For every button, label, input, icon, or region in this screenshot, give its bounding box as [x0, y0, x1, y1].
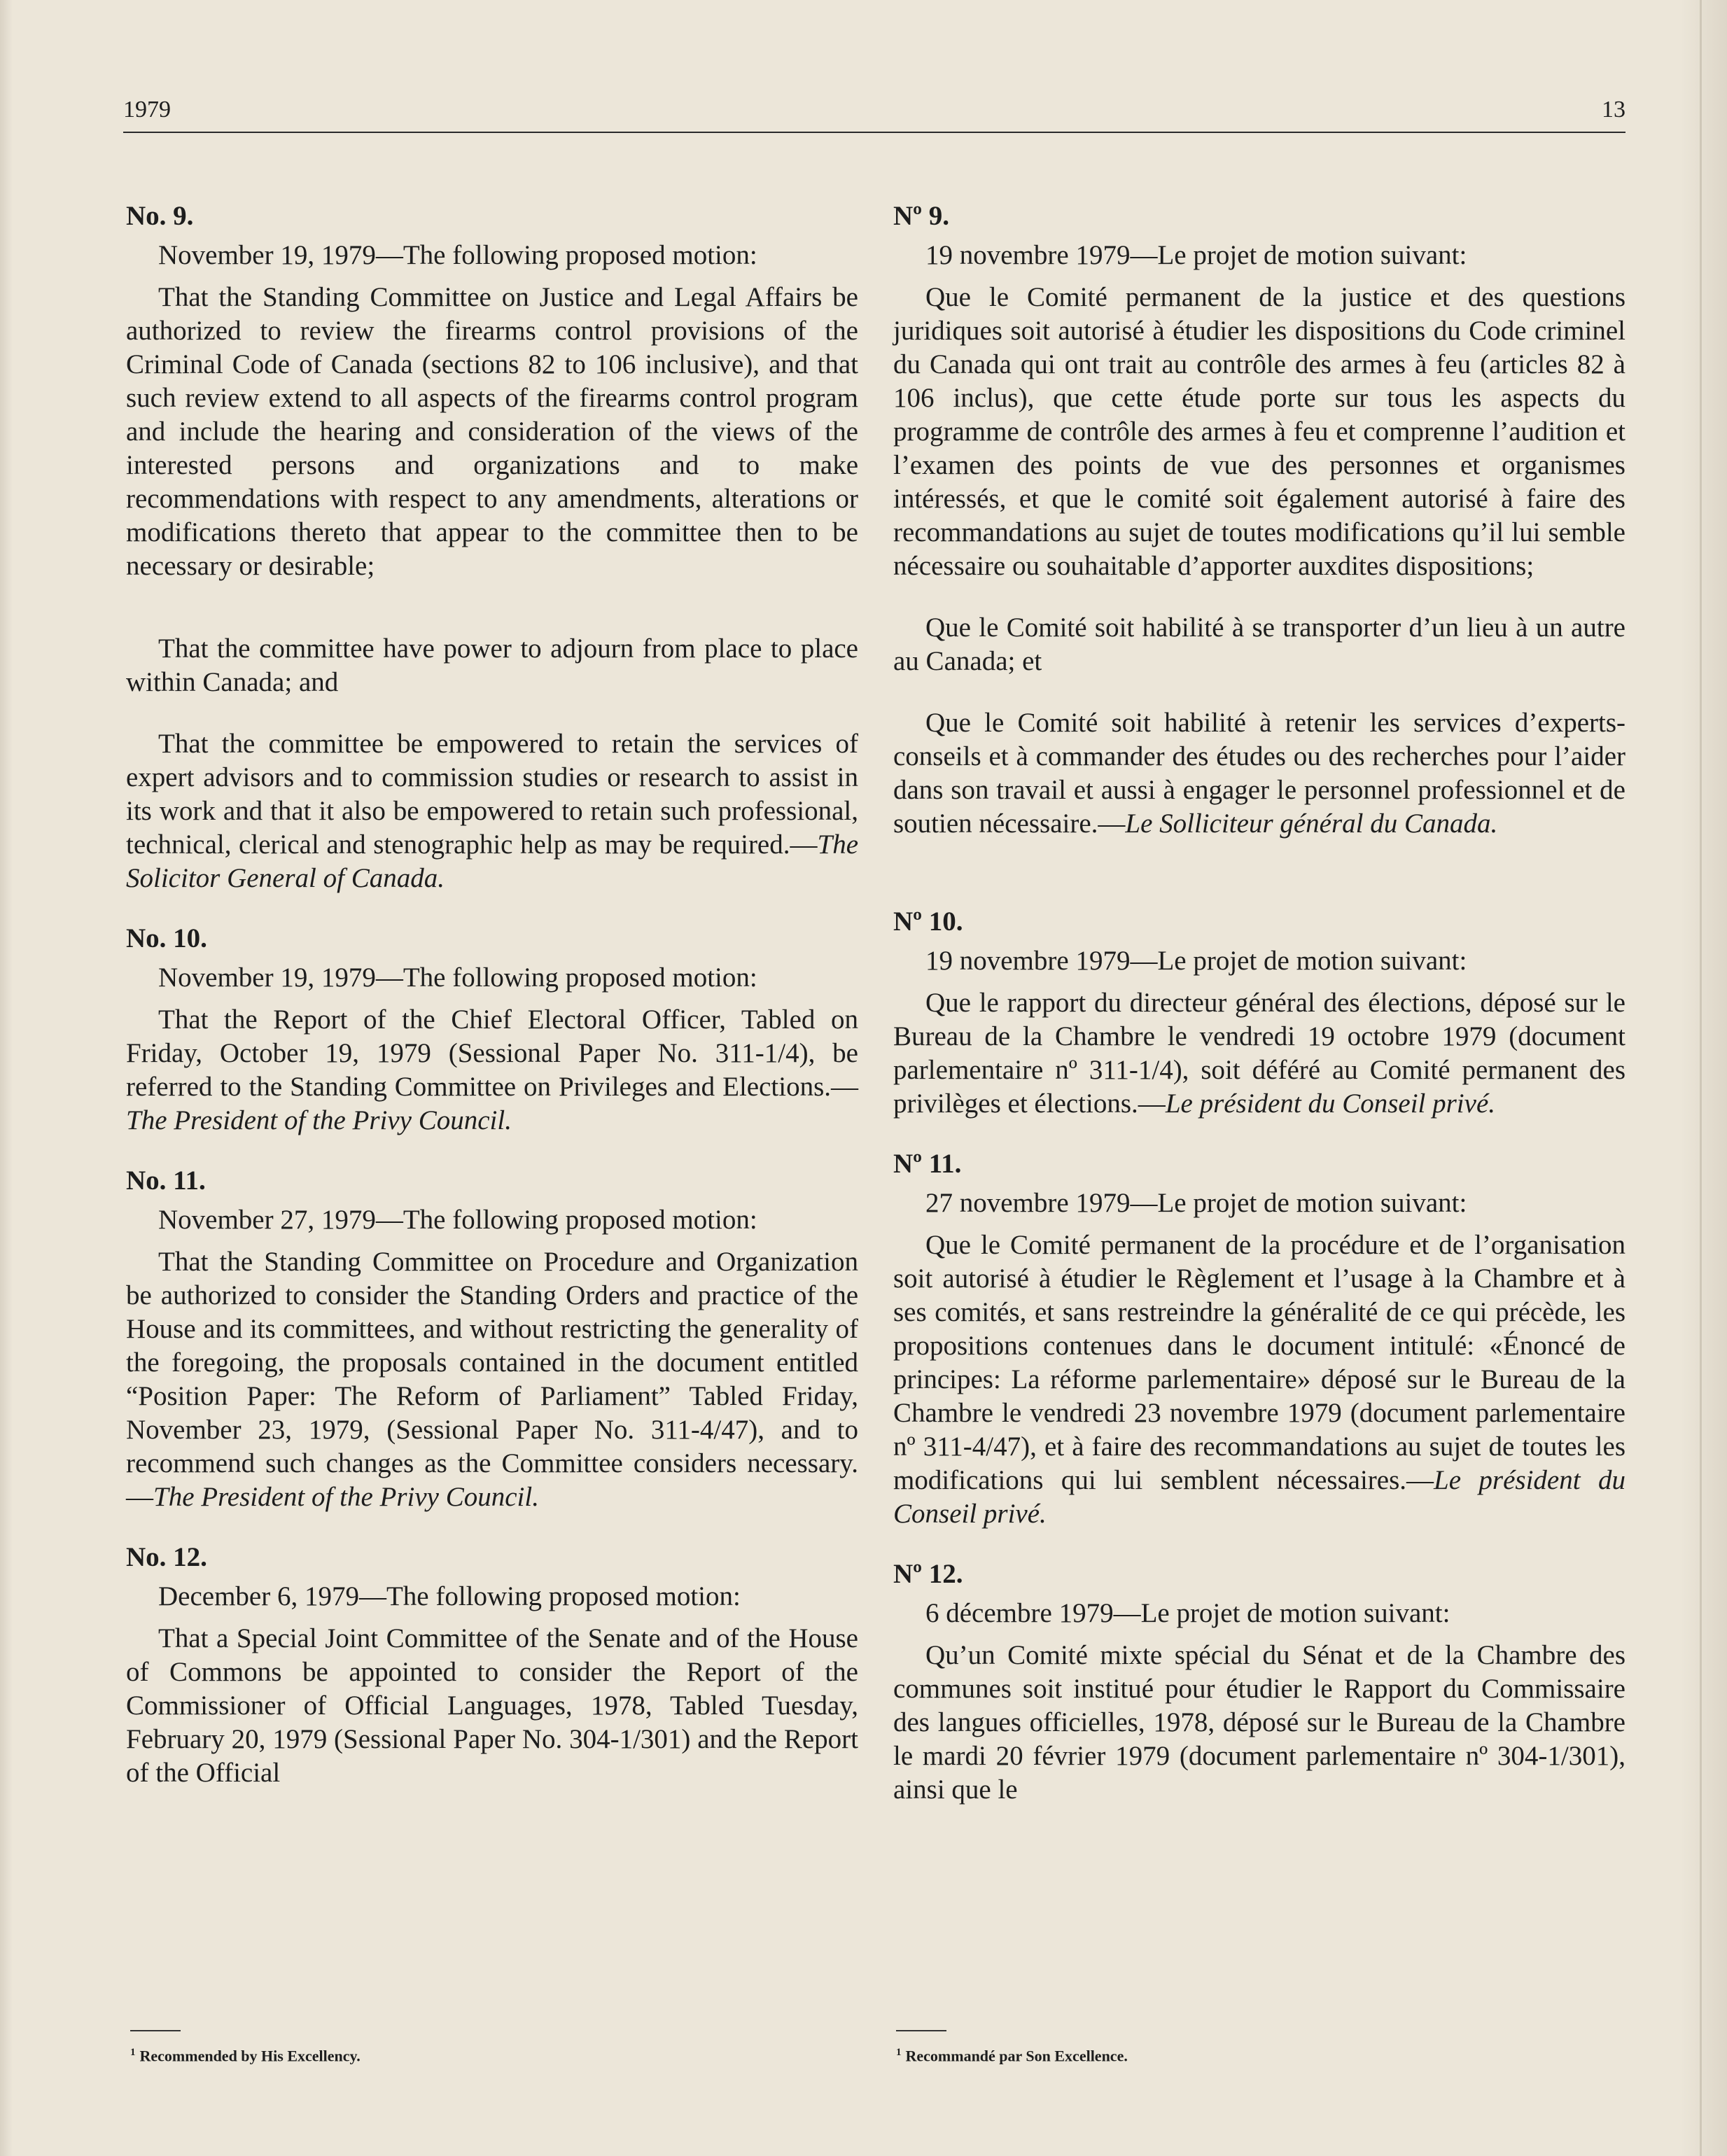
- motion-attribution: The President of the Privy Council.: [126, 1105, 512, 1135]
- motion-11-fr: [893, 1147, 1625, 1531]
- motion-paragraph-text: Que le Comité permanent de la procédure et de l’organisation soit autorisé à étudier le Règlement et l’usage à la Chambre et à ses comités, et sans restreindre la généralité de ce qui précède, les propositions contenues dans le document intitulé: «Énoncé de principes: La réforme parlementaire» déposé sur le Bureau de la Chambre le vendredi 23 novembre 1979 (document parlementaire nº 311-4/47), et à faire des recommandations au sujet de toutes les modifications qui lui semblent nécessaires.—: [893, 1230, 1625, 1495]
- footnote-text: Recommandé par Son Excellence.: [905, 2047, 1128, 2065]
- footnote-english: [130, 2030, 862, 2065]
- english-column: [126, 200, 858, 1816]
- motion-paragraph: [126, 1245, 858, 1514]
- motion-number: No. 9.: [126, 201, 194, 231]
- motion-paragraph: Que le Comité soit habilité à se transporter d’un lieu à un autre au Canada; et: [893, 612, 1625, 676]
- motion-attribution: Le président du Conseil privé.: [893, 1465, 1625, 1529]
- motion-date-line: December 6, 1979—The following proposed motion:: [158, 1581, 741, 1611]
- page-number: 13: [1602, 97, 1625, 122]
- motion-paragraph: [893, 1228, 1625, 1531]
- motion-date-line: November 27, 1979—The following proposed motion:: [158, 1205, 757, 1235]
- running-head: [123, 97, 1625, 134]
- motion-paragraph-text: That the Report of the Chief Electoral Officer, Tabled on Friday, October 19, 1979 (Sessional Paper No. 311-1/4), be referred to the Standing Committee on Privileges and Elections.—: [126, 1004, 858, 1102]
- motion-paragraph: That the committee have power to adjourn from place to place within Canada; and: [126, 634, 858, 697]
- french-column: [893, 200, 1625, 1833]
- motion-12-en: [126, 1541, 858, 1790]
- motion-12-fr: [893, 1558, 1625, 1807]
- motion-paragraph: [893, 986, 1625, 1121]
- motion-9-fr: [893, 200, 1625, 878]
- motion-paragraph-text: Que le rapport du directeur général des élections, déposé sur le Bureau de la Chambre le vendredi 19 octobre 1979 (document parlementaire nº 311-1/4), soit déféré au Comité permanent des privilèges et élections.—: [893, 988, 1625, 1119]
- motion-attribution: The President of the Privy Council.: [153, 1482, 539, 1512]
- motion-paragraph-text: Que le Comité soit habilité à retenir les services d’experts-conseils et à commander des études ou des recherches pour l’aider dans son travail et aussi à engager le personnel professionnel et de soutien nécessaire.—: [893, 708, 1625, 839]
- motion-paragraph: [126, 1003, 858, 1138]
- page-edge: [1700, 0, 1702, 2156]
- motion-paragraph: Qu’un Comité mixte spécial du Sénat et de la Chambre des communes soit institué pour étudier le Rapport du Commissaire des langues officielles, 1978, déposé sur le Bureau de la Chambre le mardi 20 février 1979 (document parlementaire nº 304-1/301), ainsi que le: [893, 1640, 1625, 1805]
- motion-attribution: The Solicitor General of Canada.: [126, 830, 858, 893]
- motion-date-line: 19 novembre 1979—Le projet de motion suivant:: [925, 946, 1467, 976]
- footnote-rule: [130, 2030, 181, 2031]
- motion-paragraph: That a Special Joint Committee of the Senate and of the House of Commons be appointed to consider the Report of the Commissioner of Official Languages, 1978, Tabled Tuesday, February 20, 1979 (Sessional Paper No. 304-1/301) and the Report of the Official: [126, 1623, 858, 1788]
- motion-number: Nº 11.: [893, 1149, 962, 1179]
- motion-paragraph-text: That the Standing Committee on Procedure and Organization be authorized to consider the Standing Orders and practice of the House and its committees, and without restricting the generality of the foregoing, the proposals contained in the document entitled “Position Paper: The Reform of Parliament” Tabled Friday, November 23, 1979, (Sessional Paper No. 311-4/47), and to recommend such changes as the Committee considers necessary.—: [126, 1247, 858, 1512]
- motion-date-line: 27 novembre 1979—Le projet de motion suivant:: [925, 1188, 1467, 1218]
- motion-paragraph: [893, 706, 1625, 841]
- motion-number: No. 10.: [126, 923, 207, 953]
- motion-number: Nº 9.: [893, 201, 950, 231]
- motion-date-line: November 19, 1979—The following proposed motion:: [158, 962, 757, 993]
- motion-number: No. 11.: [126, 1166, 206, 1196]
- footnote-text: Recommended by His Excellency.: [139, 2047, 361, 2065]
- motion-date-line: 6 décembre 1979—Le projet de motion suivant:: [925, 1598, 1450, 1628]
- motion-date-line: November 19, 1979—The following proposed motion:: [158, 240, 757, 270]
- motion-paragraph: [126, 727, 858, 895]
- motion-11-en: [126, 1164, 858, 1514]
- motion-9-en: [126, 200, 858, 895]
- motion-paragraph: Que le Comité permanent de la justice et des questions juridiques soit autorisé à étudier les dispositions du Code criminel du Canada qui ont trait au contrôle des armes à feu (articles 82 à 106 inclus), que cette étude porte sur tous les aspects du programme de contrôle des armes à feu et comprenne l’audition et l’examen des points de vue des personnes et organismes intéressés, et que le comité soit également autorisé à faire des recommandations au sujet de toutes modifications qu’il lui semble nécessaire ou souhaitable d’apporter auxdites dispositions;: [893, 282, 1625, 581]
- motion-10-en: [126, 922, 858, 1138]
- motion-number: Nº 12.: [893, 1559, 963, 1589]
- footnote-marker: 1: [130, 2047, 136, 2058]
- footnote-marker: 1: [896, 2047, 902, 2058]
- footnote-rule: [896, 2030, 946, 2031]
- header-rule: [123, 132, 1625, 133]
- motion-number: Nº 10.: [893, 906, 963, 937]
- motion-paragraph: That the Standing Committee on Justice and Legal Affairs be authorized to review the firearms control provisions of the Criminal Code of Canada (sections 82 to 106 inclusive), and that such review extend to all aspects of the firearms control program and include the hearing and consideration of the views of the interested persons and organizations and to make recommendations with respect to any amendments, alterations or modifications thereto that appear to the committee then to be necessary or desirable;: [126, 282, 858, 581]
- motion-date-line: 19 novembre 1979—Le projet de motion suivant:: [925, 240, 1467, 270]
- motion-attribution: Le président du Conseil privé.: [1165, 1088, 1496, 1119]
- motion-number: No. 12.: [126, 1542, 207, 1572]
- motion-paragraph-text: That the committee be empowered to retain the services of expert advisors and to commission studies or research to assist in its work and that it also be empowered to retain such professional, technical, clerical and stenographic help as may be required.—: [126, 729, 858, 860]
- running-head-year: 1979: [123, 97, 171, 122]
- motion-attribution: Le Solliciteur général du Canada.: [1125, 808, 1498, 839]
- footnote-french: [896, 2030, 1628, 2065]
- motion-10-fr: [893, 905, 1625, 1121]
